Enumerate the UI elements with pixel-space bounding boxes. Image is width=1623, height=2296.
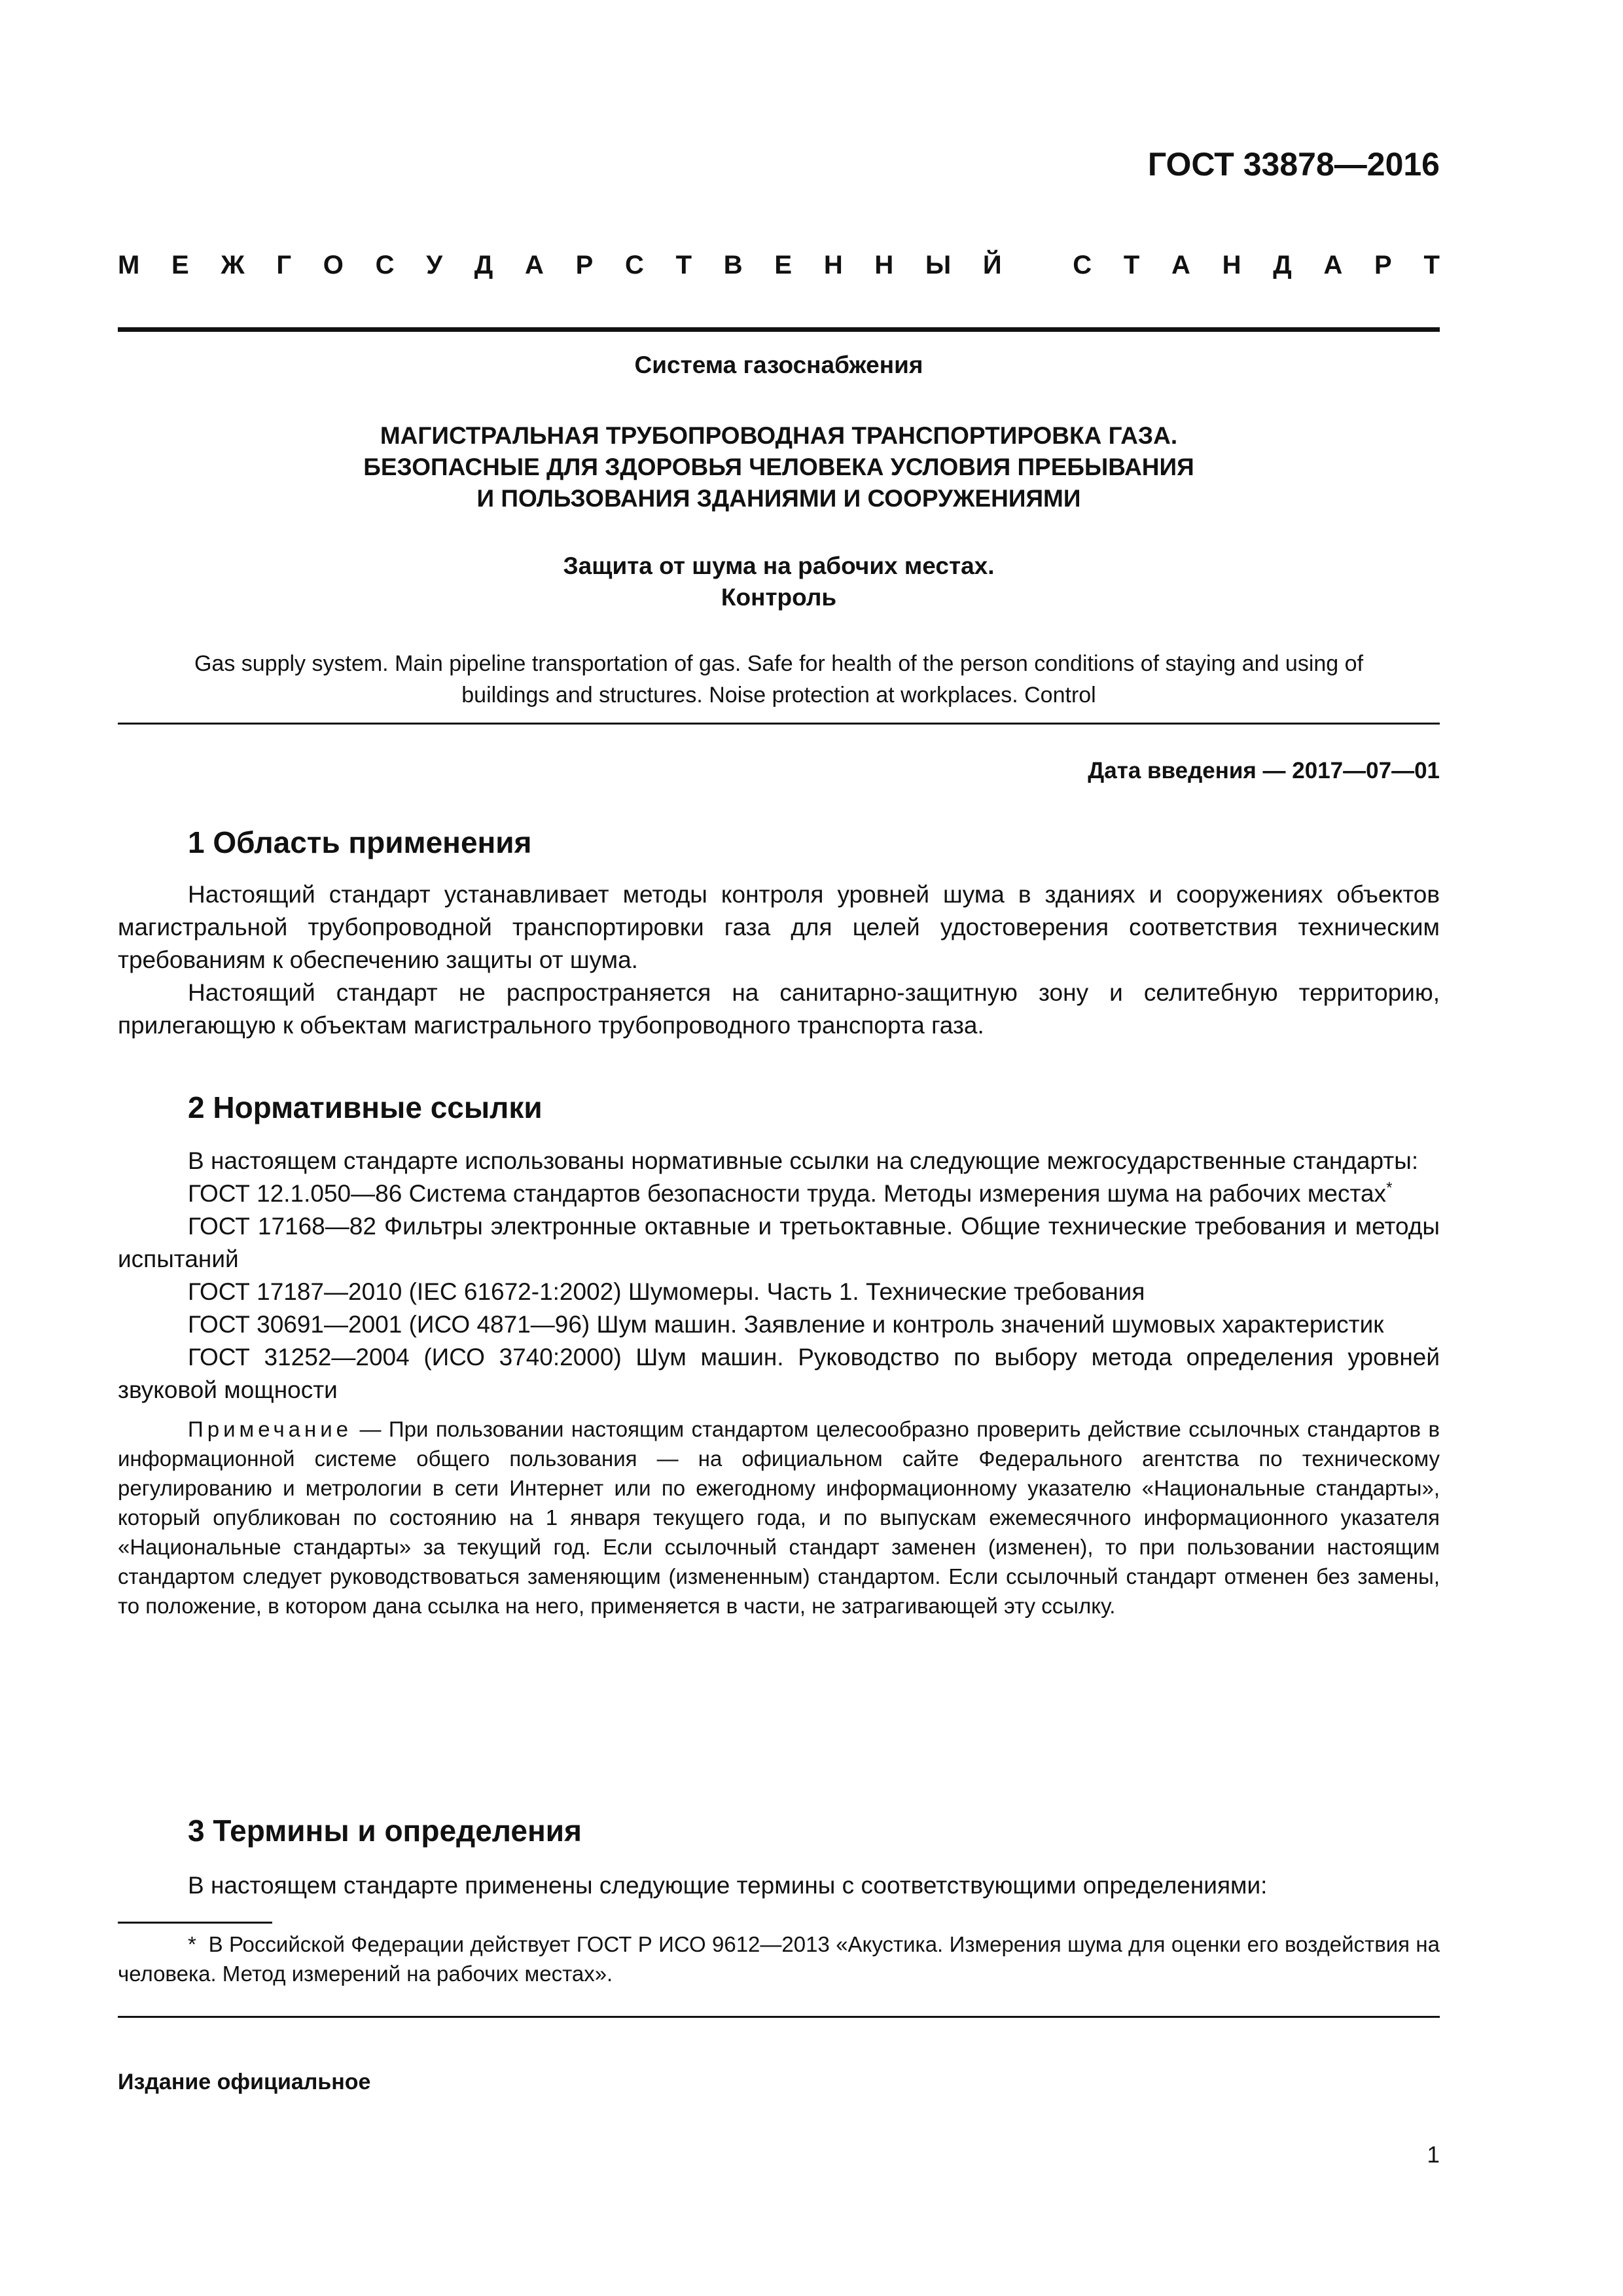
section-heading: 1 Область применения <box>188 825 532 859</box>
main-title-line: МАГИСТРАЛЬНАЯ ТРУБОПРОВОДНАЯ ТРАНСПОРТИРОВКА ГАЗА. <box>380 422 1178 449</box>
paragraph: Настоящий стандарт не распространяется на санитарно-защитную зону и селитебную территорию, прилегающую к объектам магистрального трубопроводного транспорта газа. <box>118 979 1440 1039</box>
banner-letter: Т <box>1423 251 1440 279</box>
introduction-date: Дата введения — 2017—07—01 <box>1088 758 1440 783</box>
footnote-text: В Российской Федерации действует ГОСТ Р ИСО 9612—2013 «Акустика. Измерения шума для оценки его воздействия на человека. Метод измерений на рабочих местах». <box>118 1932 1440 1986</box>
banner-letter: С <box>375 251 395 279</box>
official-edition-label: Издание официальное <box>118 2070 371 2094</box>
banner-letter: Р <box>575 251 594 279</box>
banner-letter: Д <box>1273 251 1292 279</box>
section-1 <box>118 825 1440 1042</box>
reference-item: ГОСТ 17168—82 Фильтры электронные октавные и третьоктавные. Общие технические требования и методы испытаний <box>118 1213 1440 1272</box>
english-title <box>118 648 1440 711</box>
footnote-mark: * <box>188 1932 196 1956</box>
standard-code: ГОСТ 33878—2016 <box>1147 146 1440 183</box>
banner-letter: Н <box>823 251 843 279</box>
main-title-line: БЕЗОПАСНЫЕ ДЛЯ ЗДОРОВЬЯ ЧЕЛОВЕКА УСЛОВИЯ ПРЕБЫВАНИЯ <box>363 454 1194 480</box>
paragraph: Настоящий стандарт устанавливает методы контроля уровней шума в зданиях и сооружениях объектов магистральной трубопроводной транспортировки газа для целей удостоверения соответствия техническим требованиям к обеспечению защиты от шума. <box>118 881 1440 973</box>
reference-item: ГОСТ 17187—2010 (IEC 61672-1:2002) Шумомеры. Часть 1. Технические требования <box>188 1278 1145 1305</box>
banner-letter: Н <box>874 251 894 279</box>
english-title-line: Gas supply system. Main pipeline transportation of gas. Safe for health of the person conditions of staying and using of <box>194 651 1364 676</box>
note-label: Примечание <box>188 1417 353 1441</box>
reference-item: ГОСТ 30691—2001 (ИСО 4871—96) Шум машин. Заявление и контроль значений шумовых характеристик <box>188 1311 1384 1338</box>
subtitle <box>118 550 1440 613</box>
subtitle-line: Защита от шума на рабочих местах. <box>563 552 995 579</box>
footnote-mark: * <box>1386 1179 1393 1197</box>
banner-letter: Ы <box>925 251 952 279</box>
main-title-line: И ПОЛЬЗОВАНИЯ ЗДАНИЯМИ И СООРУЖЕНИЯМИ <box>476 485 1081 512</box>
banner-letter: М <box>118 251 140 279</box>
section-3 <box>118 1813 1440 1902</box>
english-title-line: buildings and structures. Noise protection at workplaces. Control <box>461 683 1096 708</box>
section-2 <box>118 1090 1440 1621</box>
banner-letter: С <box>625 251 644 279</box>
banner-letter: У <box>426 251 443 279</box>
banner-letter: Т <box>1123 251 1140 279</box>
banner-gap <box>1033 251 1041 280</box>
banner-letter: А <box>1323 251 1343 279</box>
banner-letter: О <box>323 251 344 279</box>
header-rule <box>118 327 1440 332</box>
page-number: 1 <box>1427 2142 1440 2168</box>
paragraph: В настоящем стандарте применены следующие термины с соответствующими определениями: <box>188 1872 1268 1899</box>
note-text: — При пользовании настоящим стандартом целесообразно проверить действие ссылочных стандартов в информационной системе общего пользования — на официальном сайте Федерального агентства по техническому регулированию и метрологии в сети Интернет или по ежегодному информационному указателю «Национальные стандарты», который опубликован по состоянию на 1 января текущего года, и по выпускам ежемесячного информационного указателя «Национальные стандарты» за текущий год. Если ссылочный стандарт заменен (изменен), то при пользовании настоящим стандартом следует руководствоваться заменяющим (измененным) стандартом. Если ссылочный стандарт отменен без замены, то положение, в котором дана ссылка на него, применяется в части, не затрагивающей эту ссылку. <box>118 1417 1440 1618</box>
banner-letter: Н <box>1222 251 1241 279</box>
section-heading: 3 Термины и определения <box>188 1814 582 1848</box>
banner-letter: В <box>723 251 743 279</box>
banner-letter: Г <box>276 251 292 279</box>
banner-letter: Р <box>1374 251 1392 279</box>
banner-letter: Ж <box>221 251 245 279</box>
reference-item: ГОСТ 31252—2004 (ИСО 3740:2000) Шум машин. Руководство по выбору метода определения уровней звуковой мощности <box>118 1344 1440 1403</box>
reference-text: ГОСТ 12.1.050—86 Система стандартов безопасности труда. Методы измерения шума на рабочих местах <box>188 1180 1387 1207</box>
footnote <box>118 1929 1440 1988</box>
banner-letter: Е <box>171 251 189 279</box>
banner-letter: А <box>1171 251 1190 279</box>
banner-letter: Й <box>982 251 1002 279</box>
banner-letter: С <box>1073 251 1092 279</box>
title-rule <box>118 723 1440 725</box>
subtitle-line: Контроль <box>721 584 837 611</box>
main-title <box>118 420 1440 514</box>
footer-rule <box>118 2016 1440 2018</box>
system-title: Система газоснабжения <box>634 351 923 378</box>
reference-item <box>118 1177 1440 1210</box>
paragraph: В настоящем стандарте использованы нормативные ссылки на следующие межгосударственные стандарты: <box>188 1147 1419 1174</box>
banner-letter: Т <box>675 251 692 279</box>
note <box>118 1414 1440 1621</box>
footnote-rule <box>118 1922 272 1924</box>
banner-letter: А <box>525 251 544 279</box>
banner-letter: Д <box>474 251 493 279</box>
section-heading: 2 Нормативные ссылки <box>188 1090 543 1124</box>
banner-letter: Е <box>774 251 793 279</box>
interstate-standard-banner <box>118 251 1440 280</box>
